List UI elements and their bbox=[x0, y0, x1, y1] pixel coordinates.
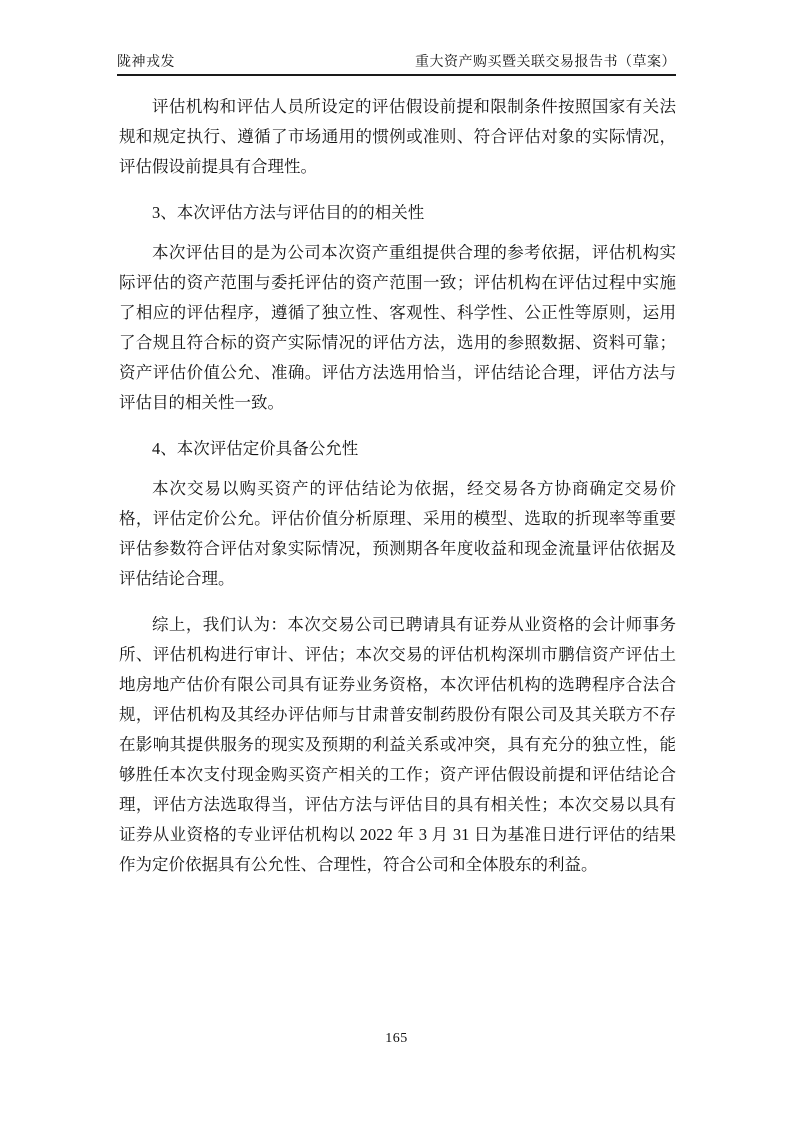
heading-section-3-method-relevance: 3、本次评估方法与评估目的的相关性 bbox=[152, 203, 425, 222]
paragraph-assessment-assumptions: 评估机构和评估人员所设定的评估假设前提和限制条件按照国家有关法规和规定执行、遵循了市场通用的惯例或准则、符合评估对象的实际情况，评估假设前提具有合理性。 bbox=[119, 97, 676, 176]
paragraph-pricing-fairness: 本次交易以购买资产的评估结论为依据，经交易各方协商确定交易价格，评估定价公允。评估价值分析原理、采用的模型、选取的折现率等重要评估参数符合评估对象实际情况，预测期各年度收益和现金流量评估依据及评估结论合理。 bbox=[119, 479, 676, 588]
page-header bbox=[117, 51, 676, 71]
header-company-name: 陇神戎发 bbox=[117, 55, 175, 70]
heading-section-4-pricing-fairness: 4、本次评估定价具备公允性 bbox=[152, 439, 359, 458]
paragraph-conclusion: 综上，我们认为：本次交易公司已聘请具有证券从业资格的会计师事务所、评估机构进行审计、评估；本次交易的评估机构深圳市鹏信资产评估土地房地产估价有限公司具有证券业务资格，本次评估机构的选聘程序合法合规，评估机构及其经办评估师与甘肃普安制药股份有限公司及其关联方不存在影响其提供服务的现实及预期的利益关系或冲突，具有充分的独立性，能够胜任本次支付现金购买资产相关的工作；资产评估假设前提和评估结论合理，评估方法选取得当，评估方法与评估目的具有相关性；本次交易以具有证券从业资格的专业评估机构以 2022 年 3 月 31 日为基准日进行评估的结果作为定价依据具有公允性、合理性，符合公司和全体股东的利益。 bbox=[119, 615, 676, 874]
page-footer bbox=[0, 1031, 793, 1047]
paragraph-assessment-method: 本次评估目的是为公司本次资产重组提供合理的参考依据，评估机构实际评估的资产范围与委托评估的资产范围一致；评估机构在评估过程中实施了相应的评估程序，遵循了独立性、客观性、科学性、公正性等原则，运用了合规且符合标的资产实际情况的评估方法，选用的参照数据、资料可靠；资产评估价值公允、准确。评估方法选用恰当，评估结论合理，评估方法与评估目的相关性一致。 bbox=[119, 243, 676, 412]
page-number: 165 bbox=[385, 1031, 408, 1046]
header-divider bbox=[117, 74, 676, 76]
document-content bbox=[119, 92, 676, 896]
header-report-title: 重大资产购买暨关联交易报告书（草案） bbox=[415, 55, 676, 70]
